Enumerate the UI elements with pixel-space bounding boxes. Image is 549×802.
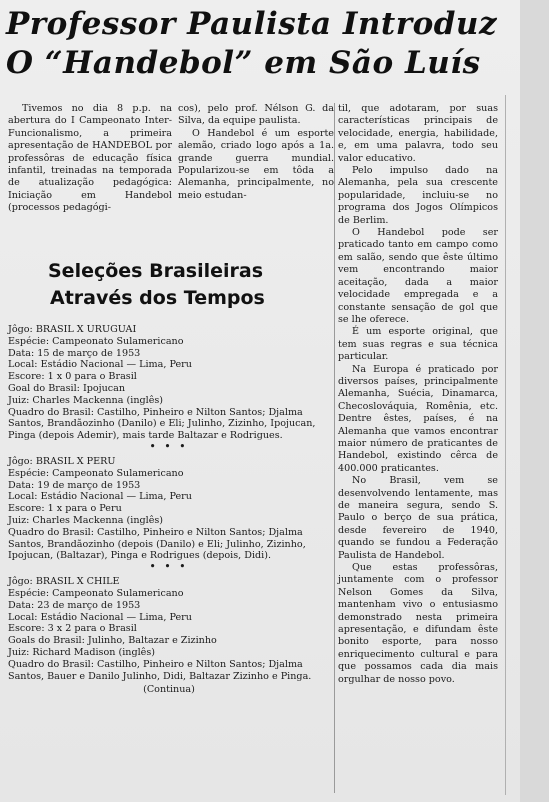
match-line: Juiz: Charles Mackenna (inglês)	[8, 394, 164, 406]
body-paragraph: É um esporte original, que tem suas regras e sua técnica particular.	[338, 326, 498, 363]
match-line: Goals do Brasil: Julinho, Baltazar e Zizinho	[8, 635, 217, 647]
body-paragraph: Pelo impulso dado na Alemanha, pela sua crescente popularidade, incluiu-se no programa dos Jogos Olímpicos de Berlim.	[338, 165, 498, 226]
match-line: Jôgo: BRASIL X URUGUAI	[8, 324, 137, 335]
separator-stars: • • •	[149, 562, 189, 573]
match-records	[8, 324, 330, 706]
intro-paragraph: Tivemos no dia 8 p.p. na abertura do I Campeonato Inter-Funcionalismo, a primeira apresentação de HANDEBOL por professôras de educação física infantil, treinadas na temporada de atualização pedagógica: Iniciação em Handebol (processos pedagógi-	[8, 103, 172, 214]
match-line: Escore: 1 x para o Peru	[8, 503, 122, 515]
match-line: Data: 23 de março de 1953	[8, 599, 141, 611]
subheading-line-2: Através dos Tempos	[50, 287, 265, 309]
body-paragraph: Que estas professôras, juntamente com o professor Nelson Gomes da Silva, mantenham vivo o entusiasmo demonstrado nesta primeira apresentação, e difundam êste bonito esporte, para nosso enriquecimento cultural e para que possamos cada dia mais orgulhar de nosso povo.	[338, 562, 498, 685]
intro-continuation: cos), pelo prof. Nélson G. da Silva, da equipe paulista.	[178, 103, 334, 127]
body-paragraph: O Handebol pode ser praticado tanto em campo como em salão, sendo que êste último vem encontrando maior aceitação, dada a maior velocidade empregada e a constante sensação de gol que se lhe oferece.	[338, 227, 498, 325]
lineup-label: Quadro do Brasil:	[8, 526, 94, 538]
separator-stars: • • •	[149, 441, 189, 452]
body-paragraph: No Brasil, vem se desenvolvendo lentamente, mas de maneira segura, sendo S. Paulo o berço de sua prática, desde fevereiro de 1940, quando se fundou a Federação Paulista de Handebol.	[338, 475, 498, 561]
match-line: Data: 19 de março de 1953	[8, 479, 141, 491]
match-line: Goal do Brasil: Ipojucan	[8, 382, 126, 394]
match-record-chile	[8, 576, 330, 682]
match-line: Espécie: Campeonato Sulamericano	[8, 335, 184, 347]
subheading-line-1: Seleções Brasileiras	[48, 260, 264, 282]
lineup-label: Quadro do Brasil:	[8, 658, 94, 670]
lineup-text: Castilho, Pinheiro e Nilton Santos; Djalma Santos, Bauer e Danilo Julinho, Didi, Baltazar Zizinho e Pinga.	[8, 658, 312, 682]
match-line: Juiz: Charles Mackenna (inglês)	[8, 514, 164, 526]
match-record-peru	[8, 456, 330, 572]
match-line: Local: Estádio Nacional — Lima, Peru	[8, 611, 192, 623]
match-line: Escore: 3 x 2 para o Brasil	[8, 623, 137, 635]
headline-line-2: O “Handebol” em São Luís	[6, 45, 481, 81]
continua-note: (Continua)	[143, 684, 195, 696]
match-line: Jôgo: BRASIL X CHILE	[8, 576, 120, 588]
match-line: Jôgo: BRASIL X PERU	[8, 455, 116, 467]
handebol-origin-paragraph: O Handebol é um esporte alemão, criado logo após a 1a. grande guerra mundial. Popularizou-se em tôda a Alemanha, principalmente, no meio estudan-	[178, 127, 334, 201]
body-paragraph: Na Europa é praticado por diversos países, principalmente Alemanha, Suécia, Dinamarca, Checoslováquia, Romênia, etc. Dentre êstes, países, é na Alemanha que vamos encontrar maior número de praticantes de Handebol, existindo cêrca de 400.000 praticantes.	[338, 363, 498, 474]
right-margin-line	[505, 95, 506, 795]
column-3-body	[338, 103, 498, 686]
match-line: Data: 15 de março de 1953	[8, 347, 141, 359]
match-record-uruguai	[8, 324, 330, 452]
match-line: Espécie: Campeonato Sulamericano	[8, 587, 184, 599]
lineup-text: Castilho, Pinheiro e Nilton Santos; Djalma Santos, Brandãozinho (depois (Danilo) e Eli; Julinho, Zizinho, Ipojucan, (Baltazar), Pinga e Rodrigues (depois, Didi).	[8, 526, 306, 562]
match-lineup	[8, 527, 330, 562]
match-line: Escore: 1 x 0 para o Brasil	[8, 371, 137, 383]
lineup-text: Castilho, Pinheiro e Nilton Santos; Djalma Santos, Brandãozinho (Danilo) e Eli; Julinho, Zizinho, Ipojucan, Pinga (depois Ademir), mais tarde Baltazar e Rodrigues.	[8, 406, 316, 442]
match-lineup	[8, 659, 330, 683]
body-paragraph: til, que adotaram, por suas características principais de velocidade, energia, habilidade, e, em uma palavra, todo seu valor educativo.	[338, 103, 498, 164]
match-line: Juiz: Richard Madison (inglês)	[8, 646, 155, 658]
match-lineup	[8, 407, 330, 442]
column-2-intro	[178, 103, 334, 202]
match-line: Espécie: Campeonato Sulamericano	[8, 467, 184, 479]
column-divider	[334, 103, 335, 793]
lineup-label: Quadro do Brasil:	[8, 406, 94, 418]
match-line: Local: Estádio Nacional — Lima, Peru	[8, 491, 192, 503]
section-subheading	[48, 258, 265, 312]
column-1-intro	[8, 103, 172, 215]
match-line: Local: Estádio Nacional — Lima, Peru	[8, 359, 192, 371]
page-edge-strip	[520, 0, 549, 802]
headline-line-1: Professor Paulista Introduz	[6, 6, 498, 42]
